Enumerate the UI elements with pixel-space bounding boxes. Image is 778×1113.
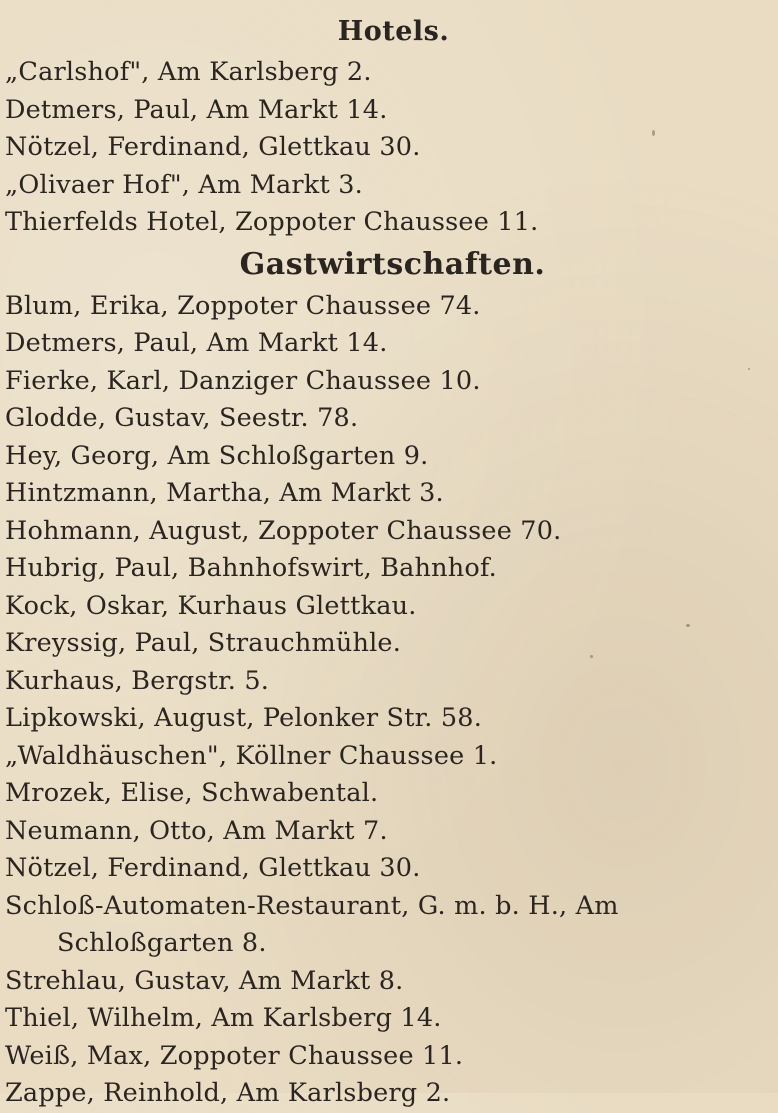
gastwirtschaft-entry-continuation: Schloßgarten 8.: [57, 928, 267, 958]
hotel-entry: Detmers, Paul, Am Markt 14.: [5, 94, 388, 125]
hotel-entry: Nötzel, Ferdinand, Glettkau 30.: [5, 132, 421, 162]
gastwirtschaft-entry: Blum, Erika, Zoppoter Chaussee 74.: [5, 290, 481, 321]
gastwirtschaft-entry: Detmers, Paul, Am Markt 14.: [5, 328, 388, 358]
gastwirtschaft-entry: Weiß, Max, Zoppoter Chaussee 11.: [5, 1040, 464, 1071]
gastwirtschaft-entry: Lipkowski, August, Pelonker Str. 58.: [5, 703, 483, 733]
paper-speck: [652, 130, 655, 136]
gastwirtschaften-heading: Gastwirtschaften.: [239, 246, 546, 282]
hotels-list: [5, 54, 772, 242]
gastwirtschaft-entry: Hey, Georg, Am Schloßgarten 9.: [5, 440, 429, 471]
gastwirtschaft-entry: Nötzel, Ferdinand, Glettkau 30.: [5, 853, 421, 883]
gastwirtschaft-entry: Glodde, Gustav, Seestr. 78.: [5, 403, 359, 433]
hotel-entry: Thierfelds Hotel, Zoppoter Chaussee 11.: [5, 207, 539, 237]
gastwirtschaft-entry: Hintzmann, Martha, Am Markt 3.: [5, 478, 444, 508]
gastwirtschaft-entry: Mrozek, Elise, Schwabental.: [5, 778, 379, 808]
gastwirtschaft-entry: Neumann, Otto, Am Markt 7.: [5, 815, 388, 846]
paper-speck: [686, 624, 690, 627]
gastwirtschaft-entry: Thiel, Wilhelm, Am Karlsberg 14.: [5, 1003, 442, 1033]
gastwirtschaft-entry: Zappe, Reinhold, Am Karlsberg 2.: [5, 1078, 451, 1108]
gastwirtschaft-entry: Strehlau, Gustav, Am Markt 8.: [5, 965, 404, 996]
hotel-entry: „Carlshof", Am Karlsberg 2.: [5, 57, 372, 87]
hotels-heading: Hotels.: [337, 16, 450, 47]
gastwirtschaft-entry: Fierke, Karl, Danziger Chaussee 10.: [5, 365, 481, 396]
gastwirtschaft-entry: „Waldhäuschen", Köllner Chaussee 1.: [5, 740, 498, 771]
hotel-entry: „Olivaer Hof", Am Markt 3.: [5, 169, 363, 200]
gastwirtschaften-list: [5, 288, 772, 1113]
gastwirtschaft-entry: Schloß-Automaten-Restaurant, G. m. b. H., Am: [5, 890, 619, 921]
gastwirtschaft-entry: Kurhaus, Bergstr. 5.: [5, 665, 270, 696]
paper-speck: [748, 368, 750, 370]
gastwirtschaft-entry: Kock, Oskar, Kurhaus Glettkau.: [5, 590, 417, 621]
gastwirtschaft-entry: Kreyssig, Paul, Strauchmühle.: [5, 628, 402, 658]
gastwirtschaft-entry: Hohmann, August, Zoppoter Chaussee 70.: [5, 515, 562, 546]
gastwirtschaft-entry: Hubrig, Paul, Bahnhofswirt, Bahnhof.: [5, 553, 497, 583]
paper-speck: [590, 655, 593, 658]
